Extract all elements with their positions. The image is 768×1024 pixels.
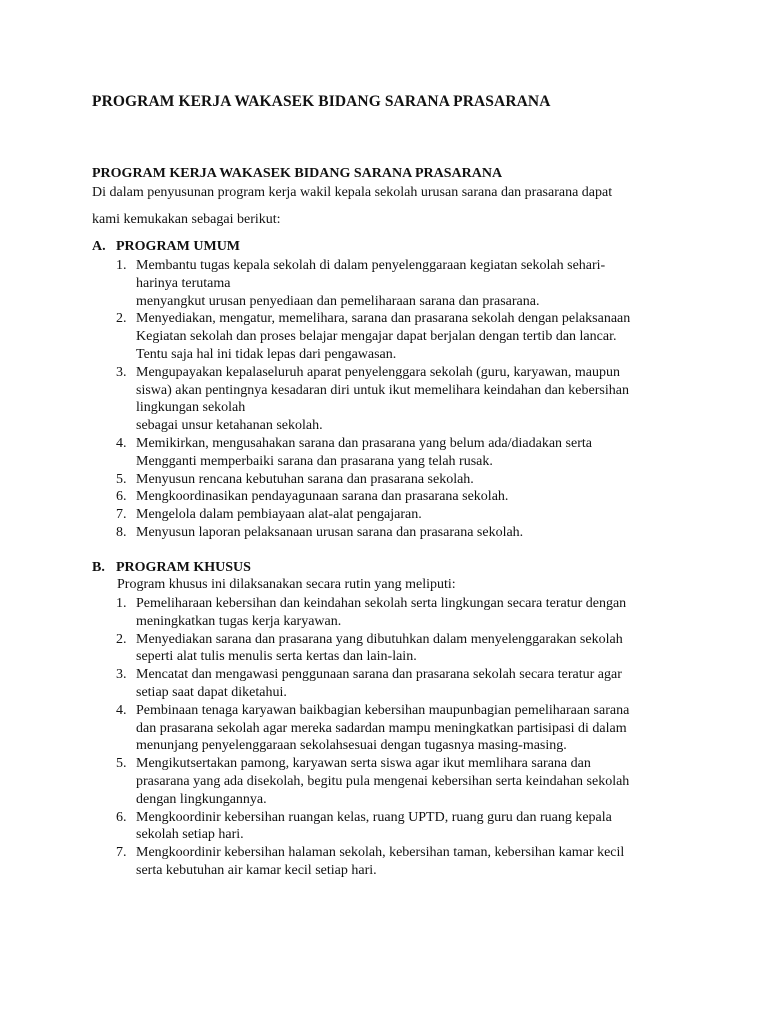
list-item — [0, 844, 768, 880]
list-item-text-line: Menyusun laporan pelaksanaan urusan sarana dan prasarana sekolah. — [136, 524, 524, 540]
section-title: PROGRAM KERJA WAKASEK BIDANG SARANA PRASARANA — [92, 166, 503, 181]
list-item-text-line: Tentu saja hal ini tidak lepas dari pengawasan. — [136, 346, 397, 362]
list-item-text-line: sekolah setiap hari. — [136, 827, 244, 843]
list-item-text-line: Mengkoordinir kebersihan halaman sekolah, kebersihan taman, kebersihan kamar kecil — [136, 845, 625, 861]
list-item-text-line: dengan lingkungannya. — [136, 791, 267, 807]
list-item-number: 8. — [116, 524, 127, 540]
list-item — [0, 666, 768, 702]
list-item — [0, 471, 768, 489]
list-item-number: 1. — [116, 258, 127, 273]
list-item-text-line: serta kebutuhan air kamar kecil setiap hari. — [136, 862, 377, 878]
list-item-text-line: siswa) akan pentingnya kesadaran diri untuk ikut memelihara keindahan dan kebersihan — [136, 382, 629, 398]
document-title: PROGRAM KERJA WAKASEK BIDANG SARANA PRASARANA — [92, 93, 551, 110]
program-khusus-list — [0, 595, 768, 880]
list-item-text-line: sebagai unsur ketahanan sekolah. — [136, 418, 323, 434]
list-item — [0, 488, 768, 506]
list-item-text-line: Mengkoordinasikan pendayagunaan sarana dan prasarana sekolah. — [136, 489, 509, 505]
program-umum-list — [0, 257, 768, 542]
list-item-number: 5. — [116, 756, 127, 772]
list-item-number: 6. — [116, 489, 127, 505]
list-item-number: 2. — [116, 631, 127, 647]
section-a-heading — [92, 239, 240, 255]
list-item-number: 1. — [116, 596, 127, 611]
list-item-text-line: Membantu tugas kepala sekolah di dalam penyelenggaraan kegiatan sekolah sehari- — [136, 258, 606, 273]
list-item — [0, 702, 768, 755]
list-item — [0, 631, 768, 667]
list-item-text-line: Menyediakan, mengatur, memelihara, sarana dan prasarana sekolah dengan pelaksanaan — [136, 311, 631, 327]
list-item — [0, 257, 768, 310]
list-item — [0, 364, 768, 435]
list-item-number: 3. — [116, 667, 127, 683]
list-item-number: 7. — [116, 845, 127, 861]
list-item-number: 7. — [116, 507, 127, 523]
section-b-heading — [92, 560, 251, 576]
list-item — [0, 809, 768, 845]
list-item-text-line: seperti alat tulis menulis serta kertas dan lain-lain. — [136, 649, 417, 665]
list-item-number: 3. — [116, 364, 127, 380]
section-b-intro: Program khusus ini dilaksanakan secara rutin yang meliputi: — [117, 577, 456, 592]
list-item-text-line: lingkungan sekolah — [136, 400, 246, 416]
list-item-text-line: Kegiatan sekolah dan proses belajar mengajar dapat berjalan dengan tertib dan lancar. — [136, 329, 617, 345]
list-item — [0, 524, 768, 542]
list-item-text-line: Mengelola dalam pembiayaan alat-alat pengajaran. — [136, 507, 422, 523]
list-item-text-line: Menyusun rencana kebutuhan sarana dan prasarana sekolah. — [136, 471, 474, 487]
list-item-number: 4. — [116, 702, 127, 718]
intro-paragraph-line-1: Di dalam penyusunan program kerja wakil kepala sekolah urusan sarana dan prasarana dapat — [92, 185, 613, 200]
intro-paragraph-line-2: kami kemukakan sebagai berikut: — [92, 212, 281, 227]
list-item — [0, 310, 768, 363]
list-item-text-line: meningkatkan tugas kerja karyawan. — [136, 613, 342, 629]
section-b-letter: B. — [92, 560, 105, 575]
list-item-text-line: Mengganti memperbaiki sarana dan prasarana yang telah rusak. — [136, 453, 493, 469]
list-item-text-line: menunjang penyelenggaraan sekolahsesuai dengan tugasnya masing-masing. — [136, 738, 567, 754]
list-item-text-line: prasarana yang ada disekolah, begitu pula mengenai kebersihan serta keindahan sekolah — [136, 773, 630, 789]
list-item-text-line: Mengikutsertakan pamong, karyawan serta siswa agar ikut memlihara sarana dan — [136, 756, 591, 772]
list-item-text-line: Pembinaan tenaga karyawan baikbagian kebersihan maupunbagian pemeliharaan sarana — [136, 702, 630, 718]
list-item-text-line: Menyediakan sarana dan prasarana yang dibutuhkan dalam menyelenggarakan sekolah — [136, 631, 623, 647]
list-item-text-line: setiap saat dapat diketahui. — [136, 684, 287, 700]
list-item-text-line: Mengupayakan kepalaseluruh aparat penyelenggara sekolah (guru, karyawan, maupun — [136, 364, 620, 380]
list-item — [0, 755, 768, 808]
list-item-text-line: Mengkoordinir kebersihan ruangan kelas, ruang UPTD, ruang guru dan ruang kepala — [136, 809, 612, 825]
list-item-number: 6. — [116, 809, 127, 825]
list-item — [0, 595, 768, 631]
list-item-text-line: Mencatat dan mengawasi penggunaan sarana dan prasarana sekolah secara teratur agar — [136, 667, 622, 683]
list-item-text-line: dan prasarana sekolah agar mereka sadardan mampu meningkatkan partisipasi di dalam — [136, 720, 627, 736]
list-item-number: 2. — [116, 311, 127, 327]
section-a-letter: A. — [92, 239, 106, 254]
list-item-text-line: Memikirkan, mengusahakan sarana dan prasarana yang belum ada/diadakan serta — [136, 435, 592, 451]
list-item-text-line: harinya terutama — [136, 275, 231, 291]
section-b-title: PROGRAM KHUSUS — [116, 560, 251, 575]
list-item — [0, 435, 768, 471]
list-item-number: 4. — [116, 435, 127, 451]
list-item-text-line: Pemeliharaan kebersihan dan keindahan sekolah serta lingkungan secara teratur dengan — [136, 596, 627, 611]
list-item — [0, 506, 768, 524]
section-a-title: PROGRAM UMUM — [116, 239, 241, 254]
list-item-number: 5. — [116, 471, 127, 487]
list-item-text-line: menyangkut urusan penyediaan dan pemeliharaan sarana dan prasarana. — [136, 293, 540, 309]
